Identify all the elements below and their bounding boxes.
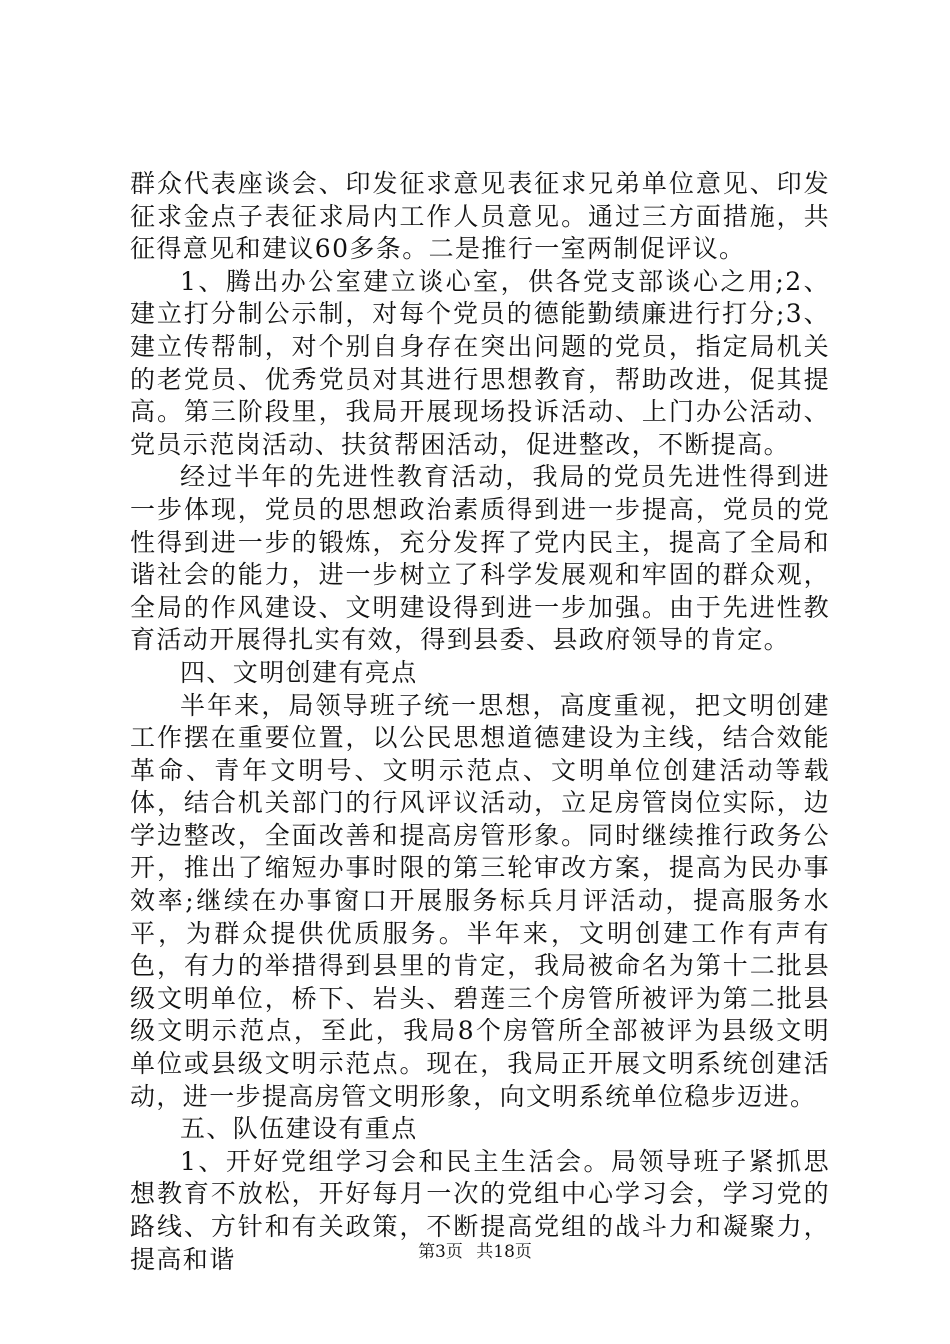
section-heading-team-building: 五、队伍建设有重点 [180, 1114, 418, 1144]
section-heading-civilization: 四、文明创建有亮点 [180, 657, 418, 687]
document-body [130, 168, 830, 1276]
page-total: 共18页 [476, 1242, 532, 1262]
paragraph-continuation: 群众代表座谈会、印发征求意见表征求兄弟单位意见、印发征求金点子表征求局内工作人员意见。通过三方面措施，共征得意见和建议60多条。二是推行一室两制促评议。 [130, 169, 830, 264]
paragraph-education-results: 经过半年的先进性教育活动，我局的党员先进性得到进一步体现，党员的思想政治素质得到进一步提高，党员的党性得到进一步的锻炼，充分发挥了党内民主，提高了全局和谐社会的能力，进一步树立了科学发展观和牢固的群众观，全局的作风建设、文明建设得到进一步加强。由于先进性教育活动开展得扎实有效，得到县委、县政府领导的肯定。 [130, 462, 830, 655]
paragraph-party-meetings: 1、开好党组学习会和民主生活会。局领导班子紧抓思想教育不放松，开好每月一次的党组中心学习会，学习党的路线、方针和有关政策，不断提高党组的战斗力和凝聚力，提高和谐 [130, 1146, 830, 1274]
paragraph-civilization: 半年来，局领导班子统一思想，高度重视，把文明创建工作摆在重要位置，以公民思想道德建设为主线，结合效能革命、青年文明号、文明示范点、文明单位创建活动等载体，结合机关部门的行风评议活动，立足房管岗位实际，边学边整改，全面改善和提高房管形象。同时继续推行政务公开，推出了缩短办事时限的第三轮审改方案，提高为民办事效率;继续在办事窗口开展服务标兵月评活动，提高服务水平，为群众提供优质服务。半年来，文明创建工作有声有色，有力的举措得到县里的肯定，我局被命名为第十二批县级文明单位，桥下、岩头、碧莲三个房管所被评为第二批县级文明示范点，至此，我局8个房管所全部被评为县级文明单位或县级文明示范点。现在，我局正开展文明系统创建活动，进一步提高房管文明形象，向文明系统单位稳步迈进。 [130, 690, 830, 1111]
page-number: 第3页 [418, 1242, 463, 1262]
page-footer [0, 1242, 950, 1262]
paragraph-measures: 1、腾出办公室建立谈心室，供各党支部谈心之用;2、建立打分制公示制，对每个党员的德能勤绩廉进行打分;3、建立传帮制，对个别自身存在突出问题的党员，指定局机关的老党员、优秀党员对其进行思想教育，帮助改进，促其提高。第三阶段里，我局开展现场投诉活动、上门办公活动、党员示范岗活动、扶贫帮困活动，促进整改，不断提高。 [130, 266, 830, 459]
